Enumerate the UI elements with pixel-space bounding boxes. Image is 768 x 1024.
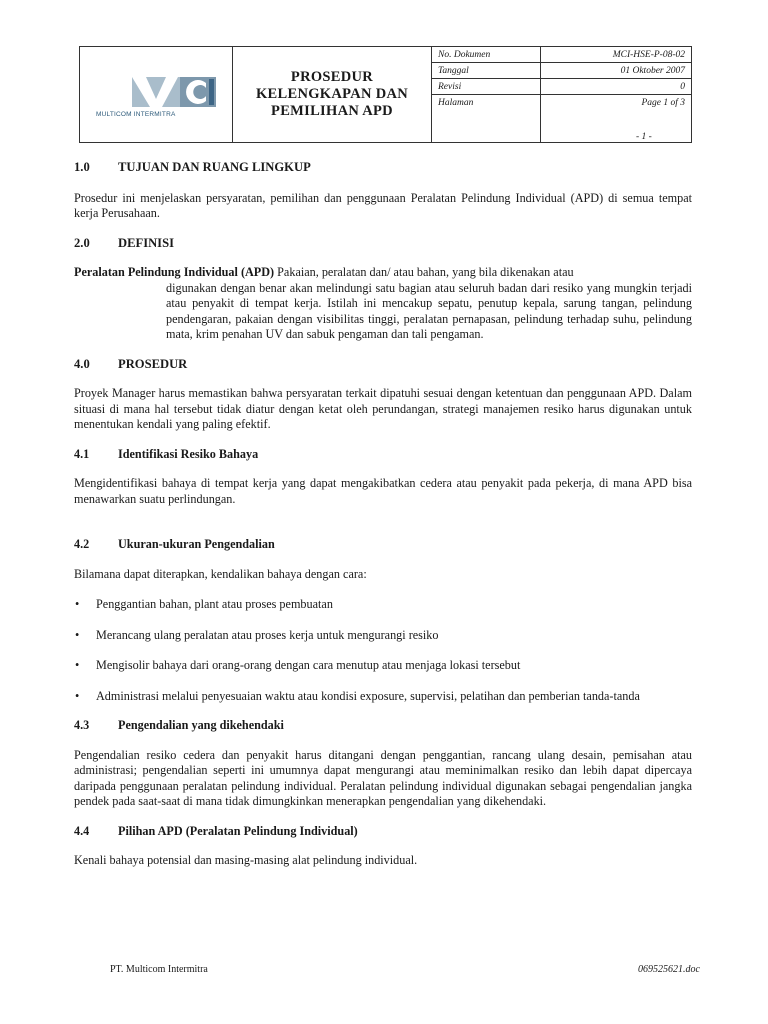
section-heading-2 (74, 236, 692, 252)
logo-mark-icon (96, 65, 216, 111)
list-item (74, 689, 692, 705)
section-4-body: Proyek Manager harus memastikan bahwa persyaratan terkait dipatuhi sesuai dengan ketentuan dan penggunaan APD. Dalam situasi di mana hal tersebut tidak diatur dengan ketat oleh perundangan, strategi manajemen resiko harus digunakan untuk menentukan kendali yang paling efektif. (74, 386, 692, 431)
list-item-text: Penggantian bahan, plant atau proses pembuatan (96, 597, 333, 611)
title-cell (233, 47, 432, 143)
section-title: Identifikasi Resiko Bahaya (118, 446, 259, 461)
section-title: Pilihan APD (Peralatan Pelindung Individual) (118, 823, 358, 838)
section-number: 4.2 (74, 537, 90, 551)
meta-label-revision: Revisi (432, 79, 541, 95)
section-heading-4-2 (74, 537, 692, 553)
control-measures-list (74, 597, 692, 704)
section-title: PROSEDUR (118, 356, 188, 371)
section-heading-4-1 (74, 447, 692, 463)
section-title: DEFINISI (118, 235, 174, 250)
section-number: 4.0 (74, 356, 90, 371)
bullet-icon: • (75, 688, 80, 703)
section-number: 1.0 (74, 160, 90, 174)
meta-label-date: Tanggal (432, 63, 541, 79)
meta-value-revision: 0 (541, 79, 692, 95)
document-body (74, 160, 692, 869)
section-heading-4-4 (74, 824, 692, 840)
meta-value-page: Page 1 of 3 (641, 98, 685, 108)
title-line-3: PEMILIHAN APD (271, 103, 393, 119)
section-number: 2.0 (74, 235, 90, 250)
page-marker: - 1 - (636, 132, 652, 142)
list-item-text: Administrasi melalui penyesuaian waktu atau kondisi exposure, supervisi, pelatihan dan pemberian tanda-tanda (96, 688, 640, 703)
section-4-2-body: Bilamana dapat diterapkan, kendalikan bahaya dengan cara: (74, 566, 367, 581)
bullet-icon: • (75, 627, 80, 642)
section-4-1-body: Mengidentifikasi bahaya di tempat kerja yang dapat mengakibatkan cedera atau penyakit pada pekerja, di mana APD bisa menawarkan suatu perlindungan. (74, 476, 692, 506)
section-number: 4.1 (74, 446, 90, 461)
section-heading-1 (74, 160, 692, 176)
meta-table (432, 47, 691, 142)
document-title (233, 69, 431, 120)
company-logo (96, 65, 216, 125)
meta-value-doc-no: MCI-HSE-P-08-02 (541, 47, 692, 63)
bullet-icon: • (75, 597, 80, 611)
section-number: 4.4 (74, 823, 90, 838)
title-line-1: PROSEDUR (290, 69, 374, 85)
section-number: 4.3 (74, 718, 90, 732)
meta-label-page: Halaman (432, 95, 541, 143)
definition-continued: digunakan dengan benar akan melindungi satu bagian atau seluruh badan dari resiko yang mungkin terjadi atau penyakit di tempat kerja. Istilah ini mencakup sepatu, penutup kepala, sarung tangan, pelindung pendengaran, pakaian dengan visibilitas tinggi, peralatan pernapasan, pelindung terhadap suhu, pelindung mata, krim penahan UV dan sabuk pengaman dan tali pengaman. (166, 280, 692, 341)
section-4-4-body: Kenali bahaya potensial dan masing-masing alat pelindung individual. (74, 853, 418, 867)
footer-filename: 069525621.doc (638, 964, 700, 975)
section-heading-4-3 (74, 718, 692, 734)
meta-value-date: 01 Oktober 2007 (541, 63, 692, 79)
section-title: Ukuran-ukuran Pengendalian (118, 537, 275, 551)
definition-entry (74, 265, 692, 343)
section-title: Pengendalian yang dikehendaki (118, 718, 284, 732)
section-title: TUJUAN DAN RUANG LINGKUP (118, 160, 311, 174)
meta-cell (432, 47, 692, 143)
title-line-2: KELENGKAPAN DAN (255, 86, 409, 102)
list-item-text: Merancang ulang peralatan atau proses kerja untuk mengurangi resiko (96, 627, 439, 642)
definition-term: Peralatan Pelindung Individual (APD) (74, 265, 275, 279)
section-4-3-body: Pengendalian resiko cedera dan penyakit harus ditangani dengan penggantian, rancang ulang desain, pemisahan atau administrasi; pengendalian seperti ini umumnya dapat mengurangi atau meminimalkan resiko dan lebih dapat dipercaya daripada penggunaan peralatan pelindung individual. Peralatan pelindung individual digunakan sebagai pengendalian jangka pendek pada saat-saat di mana tidak dimungkinkan menerapkan pengendalian yang dikehendaki. (74, 747, 692, 808)
bullet-icon: • (75, 658, 80, 672)
list-item-text: Mengisolir bahaya dari orang-orang dengan cara menutup atau menjaga lokasi tersebut (96, 658, 521, 672)
logo-caption: MULTICOM INTERMITRA (96, 110, 176, 118)
list-item (74, 658, 692, 674)
list-item (74, 597, 692, 613)
list-item (74, 628, 692, 644)
section-heading-4 (74, 357, 692, 373)
definition-first-line: Pakaian, peralatan dan/ atau bahan, yang bila dikenakan atau (277, 265, 574, 279)
document-header (79, 46, 692, 143)
footer-company: PT. Multicom Intermitra (110, 964, 208, 975)
meta-label-doc-no: No. Dokumen (432, 47, 541, 63)
logo-cell (80, 47, 233, 143)
section-1-body: Prosedur ini menjelaskan persyaratan, pemilihan dan penggunaan Peralatan Pelindung Individual (APD) di semua tempat kerja Perusahaan. (74, 190, 692, 220)
